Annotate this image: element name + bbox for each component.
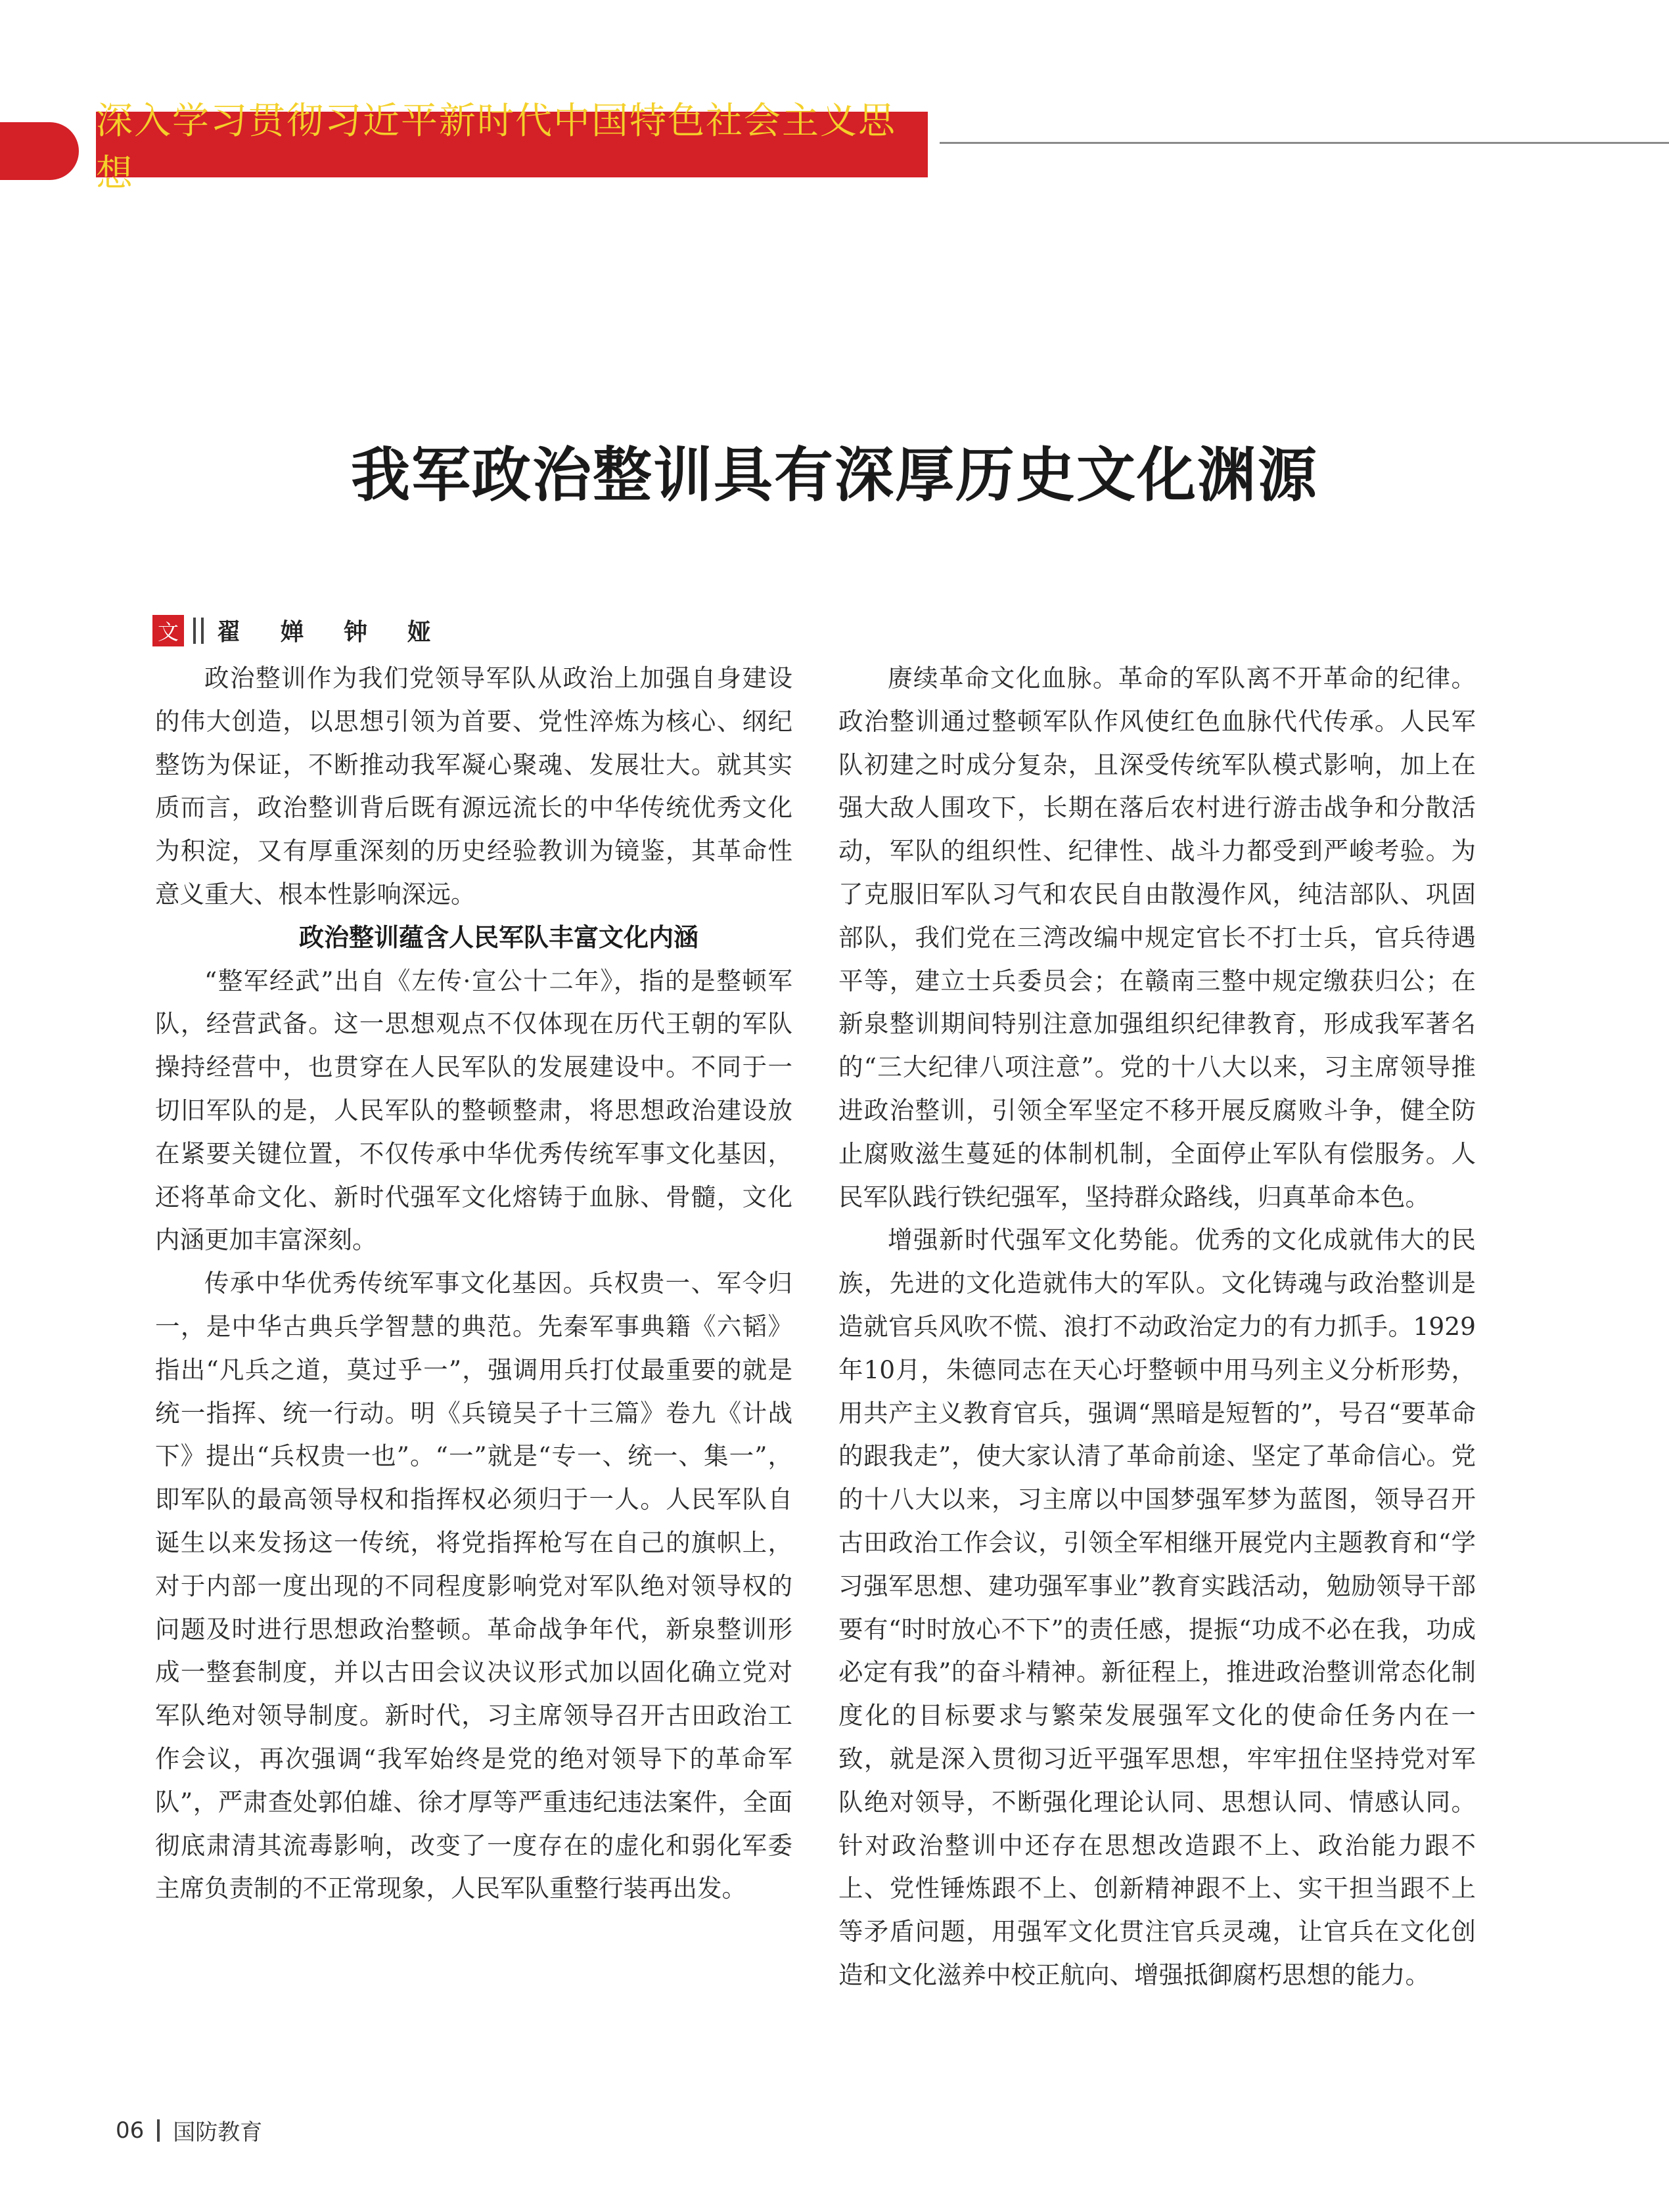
- header-accent-pill: [0, 122, 79, 180]
- byline-divider: [193, 618, 196, 644]
- paragraph: 传承中华优秀传统军事文化基因。兵权贵一、军令归一，是中华古典兵学智慧的典范。先秦军事典籍《六韬》指出“凡兵之道，莫过乎一”，强调用兵打仗最重要的就是统一指挥、统一行动。明《兵镜吴子十三篇》卷九《计战下》提出“兵权贵一也”。“一”就是“专一、统一、集一”，即军队的最高领导权和指挥权必须归于一人。人民军队自诞生以来发扬这一传统，将党指挥枪写在自己的旗帜上，对于内部一度出现的不同程度影响党对军队绝对领导权的问题及时进行思想政治整顿。革命战争年代，新泉整训形成一整套制度，并以古田会议决议形式加以固化确立党对军队绝对领导制度。新时代，习主席领导召开古田政治工作会议，再次强调“我军始终是党的绝对领导下的革命军队”，严肃查处郭伯雄、徐才厚等严重违纪违法案件，全面彻底肃清其流毒影响，改变了一度存在的虚化和弱化军委主席负责制的不正常现象，人民军队重整行装再出发。: [155, 1269, 792, 1903]
- page-number: 06: [116, 2117, 145, 2144]
- right-column: [838, 657, 1476, 1997]
- article-title: 我军政治整训具有深厚历史文化渊源: [351, 441, 1318, 510]
- paragraph: 政治整训作为我们党领导军队从政治上加强自身建设的伟大创造，以思想引领为首要、党性淬炼为核心、纲纪整饬为保证，不断推动我军凝心聚魂、发展壮大。就其实质而言，政治整训背后既有源远流长的中华传统优秀文化为积淀，又有厚重深刻的历史经验教训为镜鉴，其革命性意义重大、根本性影响深远。: [155, 664, 792, 909]
- left-column: [155, 657, 792, 1910]
- author-names: 翟 婵 钟 娅: [217, 619, 447, 646]
- byline-divider: [201, 618, 204, 644]
- page-footer: [116, 2114, 262, 2146]
- byline: [152, 614, 447, 647]
- footer-divider: [157, 2119, 160, 2142]
- section-banner: [96, 100, 928, 195]
- byline-mark: 文: [152, 615, 184, 646]
- section-subheading: 政治整训蕴含人民军队丰富文化内涵: [298, 922, 698, 952]
- section-banner-text: 深入学习贯彻习近平新时代中国特色社会主义思想: [96, 100, 896, 195]
- header-rule: [940, 142, 1669, 144]
- paragraph: 增强新时代强军文化势能。优秀的文化成就伟大的民族，先进的文化造就伟大的军队。文化铸魂与政治整训是造就官兵风吹不慌、浪打不动政治定力的有力抓手。1929年10月，朱德同志在天心圩整顿中用马列主义分析形势，用共产主义教育官兵，强调“黑暗是短暂的”，号召“要革命的跟我走”，使大家认清了革命前途、坚定了革命信心。党的十八大以来，习主席以中国梦强军梦为蓝图，领导召开古田政治工作会议，引领全军相继开展党内主题教育和“学习强军思想、建功强军事业”教育实践活动，勉励领导干部要有“时时放心不下”的责任感，提振“功成不必在我，功成必定有我”的奋斗精神。新征程上，推进政治整训常态化制度化的目标要求与繁荣发展强军文化的使命任务内在一致，就是深入贯彻习近平强军思想，牢牢扭住坚持党对军队绝对领导，不断强化理论认同、思想认同、情感认同。针对政治整训中还存在思想改造跟不上、政治能力跟不上、党性锤炼跟不上、创新精神跟不上、实干担当跟不上等矛盾问题，用强军文化贯注官兵灵魂，让官兵在文化创造和文化滋养中校正航向、增强抵御腐朽思想的能力。: [838, 1225, 1476, 1989]
- paragraph: 赓续革命文化血脉。革命的军队离不开革命的纪律。政治整训通过整顿军队作风使红色血脉代代传承。人民军队初建之时成分复杂，且深受传统军队模式影响，加上在强大敌人围攻下，长期在落后农村进行游击战争和分散活动，军队的组织性、纪律性、战斗力都受到严峻考验。为了克服旧军队习气和农民自由散漫作风，纯洁部队、巩固部队，我们党在三湾改编中规定官长不打士兵，官兵待遇平等，建立士兵委员会；在赣南三整中规定缴获归公；在新泉整训期间特别注意加强组织纪律教育，形成我军著名的“三大纪律八项注意”。党的十八大以来，习主席领导推进政治整训，引领全军坚定不移开展反腐败斗争，健全防止腐败滋生蔓延的体制机制，全面停止军队有偿服务。人民军队践行铁纪强军，坚持群众路线，归真革命本色。: [838, 664, 1476, 1211]
- paragraph: “整军经武”出自《左传·宣公十二年》，指的是整顿军队，经营武备。这一思想观点不仅体现在历代王朝的军队操持经营中，也贯穿在人民军队的发展建设中。不同于一切旧军队的是，人民军队的整顿整肃，将思想政治建设放在紧要关键位置，不仅传承中华优秀传统军事文化基因，还将革命文化、新时代强军文化熔铸于血脉、骨髓，文化内涵更加丰富深刻。: [155, 966, 792, 1255]
- magazine-name: 国防教育: [173, 2119, 263, 2146]
